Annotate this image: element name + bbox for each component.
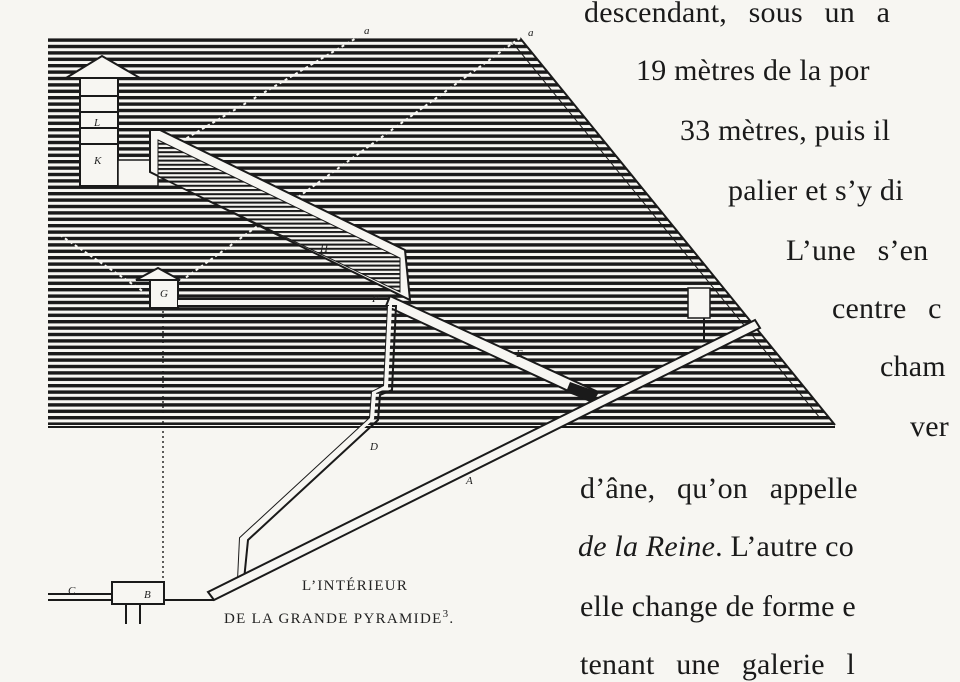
label-f: F xyxy=(372,293,379,305)
text-line-4: palier et s’y di xyxy=(728,174,904,207)
label-h: H xyxy=(320,243,328,255)
label-a1: a xyxy=(364,25,370,37)
pyramid-body xyxy=(48,38,835,425)
figure-caption-text: DE LA GRANDE PYRAMIDE xyxy=(224,611,443,627)
figure-caption-line1: L’INTÉRIEUR xyxy=(302,578,409,594)
text-italic-reine: de la Reine xyxy=(578,530,716,563)
text-line-12: tenant une galerie l xyxy=(580,648,856,681)
text-line-8: ver xyxy=(910,410,949,443)
label-a: A xyxy=(466,475,473,487)
figure-caption-line2: DE LA GRANDE PYRAMIDE$^3$. xyxy=(224,608,455,627)
label-b: B xyxy=(144,589,151,601)
label-l: L xyxy=(94,117,101,129)
text-line-1: descendant, sous un a xyxy=(584,0,891,29)
text-line-6: centre c xyxy=(832,292,942,325)
label-g: G xyxy=(160,288,168,300)
label-c: C xyxy=(68,585,76,597)
text-line-7: cham xyxy=(880,350,946,383)
footnote-mark: 3 xyxy=(442,608,450,620)
label-d: D xyxy=(370,441,378,453)
text-line-10-rest: . L’autre co xyxy=(715,530,854,563)
label-a2: a xyxy=(528,27,534,39)
label-e: E xyxy=(516,348,523,360)
label-k: K xyxy=(94,155,102,167)
text-line-5: L’une s’en xyxy=(786,234,929,267)
text-line-3: 33 mètres, puis il xyxy=(680,114,891,147)
text-line-10 xyxy=(578,530,854,564)
text-line-2: 19 mètres de la por xyxy=(636,54,870,87)
text-line-11: elle change de forme e xyxy=(580,590,856,623)
text-line-9: d’âne, qu’on appelle xyxy=(580,472,858,505)
